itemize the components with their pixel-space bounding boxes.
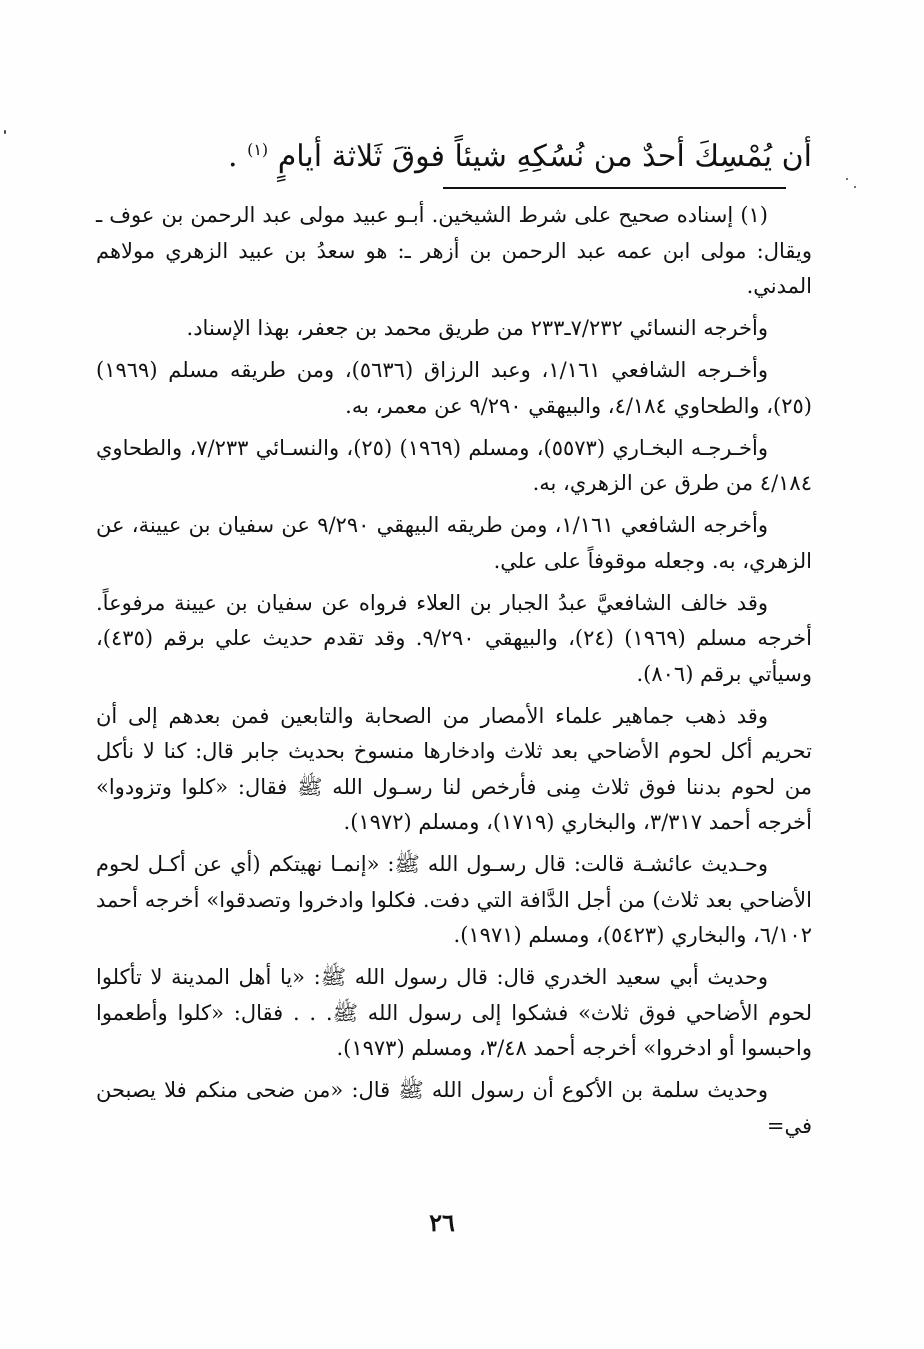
main-text: أن يُمْسِكَ أحدٌ من نُسُكِهِ شيئاً فوقَ ثَلاثة أيامٍ [277,139,812,174]
footnote-paragraph: (١) إسناده صحيح على شرط الشيخين. أبـو عبيد مولى عبد الرحمن بن عوف ـ ويقال: مولى ابن عمه عبد الرحمن بن أزهر ـ: هو سعدُ بن عبيد الزهري مولاهم المدني. [96,203,812,298]
page-number: ٢٦ [429,1208,455,1237]
scan-speck [4,130,6,134]
footnote-paragraph: وقد ذهب جماهير علماء الأمصار من الصحابة والتابعين فمن بعدهم إلى أن تحريم أكل لحوم الأضاحي بعد ثلاث وادخارها منسوخ بحديث جابر قال: كنا لا نأكل من لحوم بدننا فوق ثلاث مِنى فأرخص لنا رسـول الله ﷺ فقال: «كلوا وتزودوا» أخرجه أحمد ٣/٣١٧، والبخاري (١٧١٩)، ومسلم (١٩٧٢). [96,703,812,834]
footnote-paragraph: وحديث سلمة بن الأكوع أن رسول الله ﷺ قال: «من ضحى منكم فلا يصبحن في= [96,1078,812,1138]
footnote-marker: (١) [247,140,269,159]
footnotes-section [96,198,812,1151]
footnote-paragraph: وحديث أبي سعيد الخدري قال: قال رسول الله ﷺ: «يا أهل المدينة لا تأكلوا لحوم الأضاحي فوق ثلاث» فشكوا إلى رسول الله ﷺ. . . فقال: «كلوا وأطعموا واحبسوا أو ادخروا» أخرجه أحمد ٣/٤٨، ومسلم (١٩٧٣). [96,965,812,1060]
footnote-paragraph: وأخرجه النسائي ٧/٢٣٢ـ٢٣٣ من طريق محمد بن جعفر، بهذا الإسناد. [186,316,768,340]
footnote-paragraph: وقد خالف الشافعيَّ عبدُ الجبار بن العلاء فرواه عن سفيان بن عيينة مرفوعاً. أخرجه مسلم (١٩٦٩) (٢٤)، والبيهقي ٩/٢٩٠. وقد تقدم حديث علي برقم (٤٣٥)، وسيأتي برقم (٨٠٦). [96,590,812,686]
footnote-paragraph: وأخـرجـه البخـاري (٥٥٧٣)، ومسلم (١٩٦٩) (٢٥)، والنسـائي ٧/٢٣٣، والطحاوي ٤/١٨٤ من طرق عن الزهري، به. [96,435,812,495]
main-text-end: . [228,139,248,174]
scan-speck [854,186,856,188]
footnote-paragraph: وأخـرجه الشافعي ١/١٦١، وعبد الرزاق (٥٦٣٦)، ومن طريقه مسلم (١٩٦٩) (٢٥)، والطحاوي ٤/١٨٤، والبيهقي ٩/٢٩٠ عن معمر، به. [96,358,812,418]
footnote-separator [443,187,786,189]
scan-speck [846,178,848,180]
footnote-paragraph: وحـديث عائشـة قالت: قال رسـول الله ﷺ: «إنمـا نهيتكم (أي عن أكـل لحوم الأضاحي بعد ثلاث) من أجل الدَّافة التي دفت. فكلوا وادخروا وتصدقوا» أخرجه أحمد ٦/١٠٢، والبخاري (٥٤٢٣)، ومسلم (١٩٧١). [96,852,812,947]
footnote-paragraph: وأخرجه الشافعي ١/١٦١، ومن طريقه البيهقي ٩/٢٩٠ عن سفيان بن عيينة، عن الزهري، به. وجعله موقوفاً على علي. [96,513,812,573]
main-text-line [112,128,812,179]
